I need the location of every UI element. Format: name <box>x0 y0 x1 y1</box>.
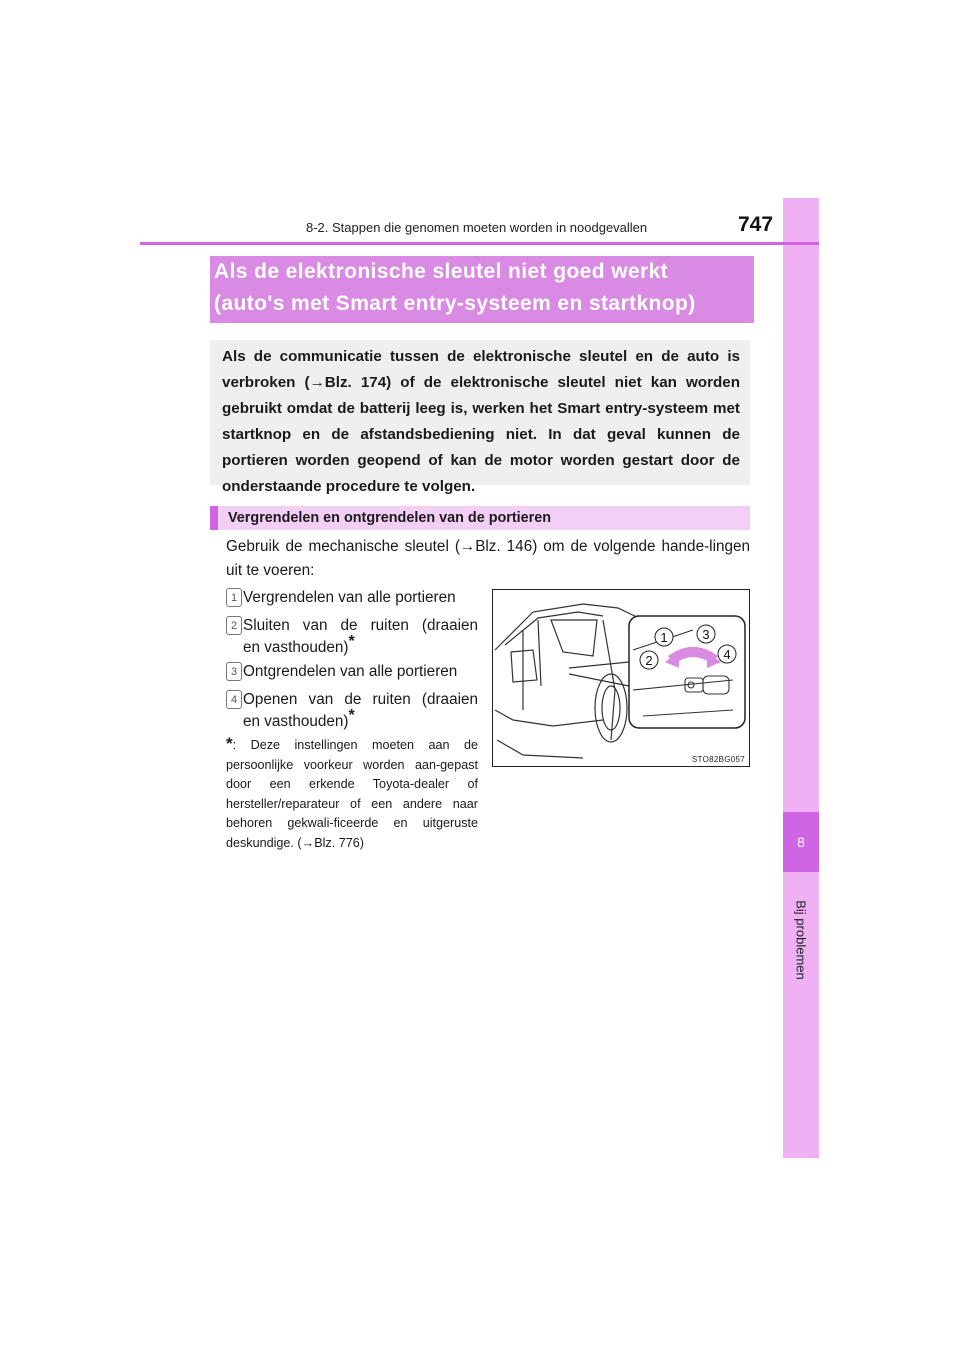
chapter-number: 8 <box>783 812 819 872</box>
door-lock-illustration <box>492 589 750 767</box>
chapter-label-text: Bij problemen <box>793 900 809 980</box>
step-text-line2: en vasthouden) <box>243 639 349 656</box>
body-text: Gebruik de mechanische sleutel (→Blz. 146) om de volgende hande-lingen uit te voeren: <box>226 538 750 579</box>
page-title-line1: Als de elektronische sleutel niet goed werkt <box>214 260 669 283</box>
step-text: Vergrendelen van alle portieren <box>243 589 456 606</box>
page-title <box>210 256 754 323</box>
header-divider <box>140 242 819 245</box>
step-number: 2 <box>226 616 242 635</box>
page-number: 747 <box>738 213 774 236</box>
step-text-line2: en vasthouden) <box>243 713 349 730</box>
step-text-cont <box>243 632 355 660</box>
section-title: 8-2. Stappen die genomen moeten worden in noodgevallen <box>306 220 648 235</box>
footnote-text: : Deze instellingen moeten aan de persoonlijke voorkeur worden aan-gepast door een erkende Toyota-dealer of hersteller/reparateur of een andere naar behoren gekwali-ficeerde en uitgeruste deskundige. (→Blz. 776) <box>226 738 478 850</box>
intro-box: Als de communicatie tussen de elektronische sleutel en de auto is verbroken (→Blz. 174) of de elektronische sleutel niet kan worden gebruikt omdat de batterij leeg is, werken het Smart entry-systeem met startknop en de afstandsbediening niet. In dat geval kunnen de portieren worden geopend of kan de motor worden gestart door de onderstaande procedure te volgen. <box>210 340 750 485</box>
step-text-cont <box>243 706 355 734</box>
footnote-marker: * <box>226 734 233 753</box>
step-number: 1 <box>226 588 242 607</box>
asterisk-mark: * <box>348 632 355 650</box>
callout-3: 3 <box>702 627 710 642</box>
page-title-line2: (auto's met Smart entry-systeem en startknop) <box>214 292 696 315</box>
footnote <box>226 734 478 853</box>
asterisk-mark: * <box>348 706 355 724</box>
callout-2: 2 <box>645 653 653 668</box>
step-text: Sluiten van de ruiten (draaien <box>243 617 478 634</box>
step-number: 3 <box>226 662 242 681</box>
car-door-key-drawing <box>493 590 749 766</box>
chapter-label <box>783 880 819 1000</box>
callout-4: 4 <box>723 647 731 662</box>
callout-1: 1 <box>660 630 668 645</box>
step-text: Openen van de ruiten (draaien <box>243 691 478 708</box>
subheading: Vergrendelen en ontgrendelen van de portieren <box>210 506 750 530</box>
chapter-side-tab <box>783 198 819 1158</box>
step-number: 4 <box>226 690 242 709</box>
figure-code: STO82BG057 <box>691 755 745 764</box>
step-text: Ontgrendelen van alle portieren <box>243 663 458 680</box>
